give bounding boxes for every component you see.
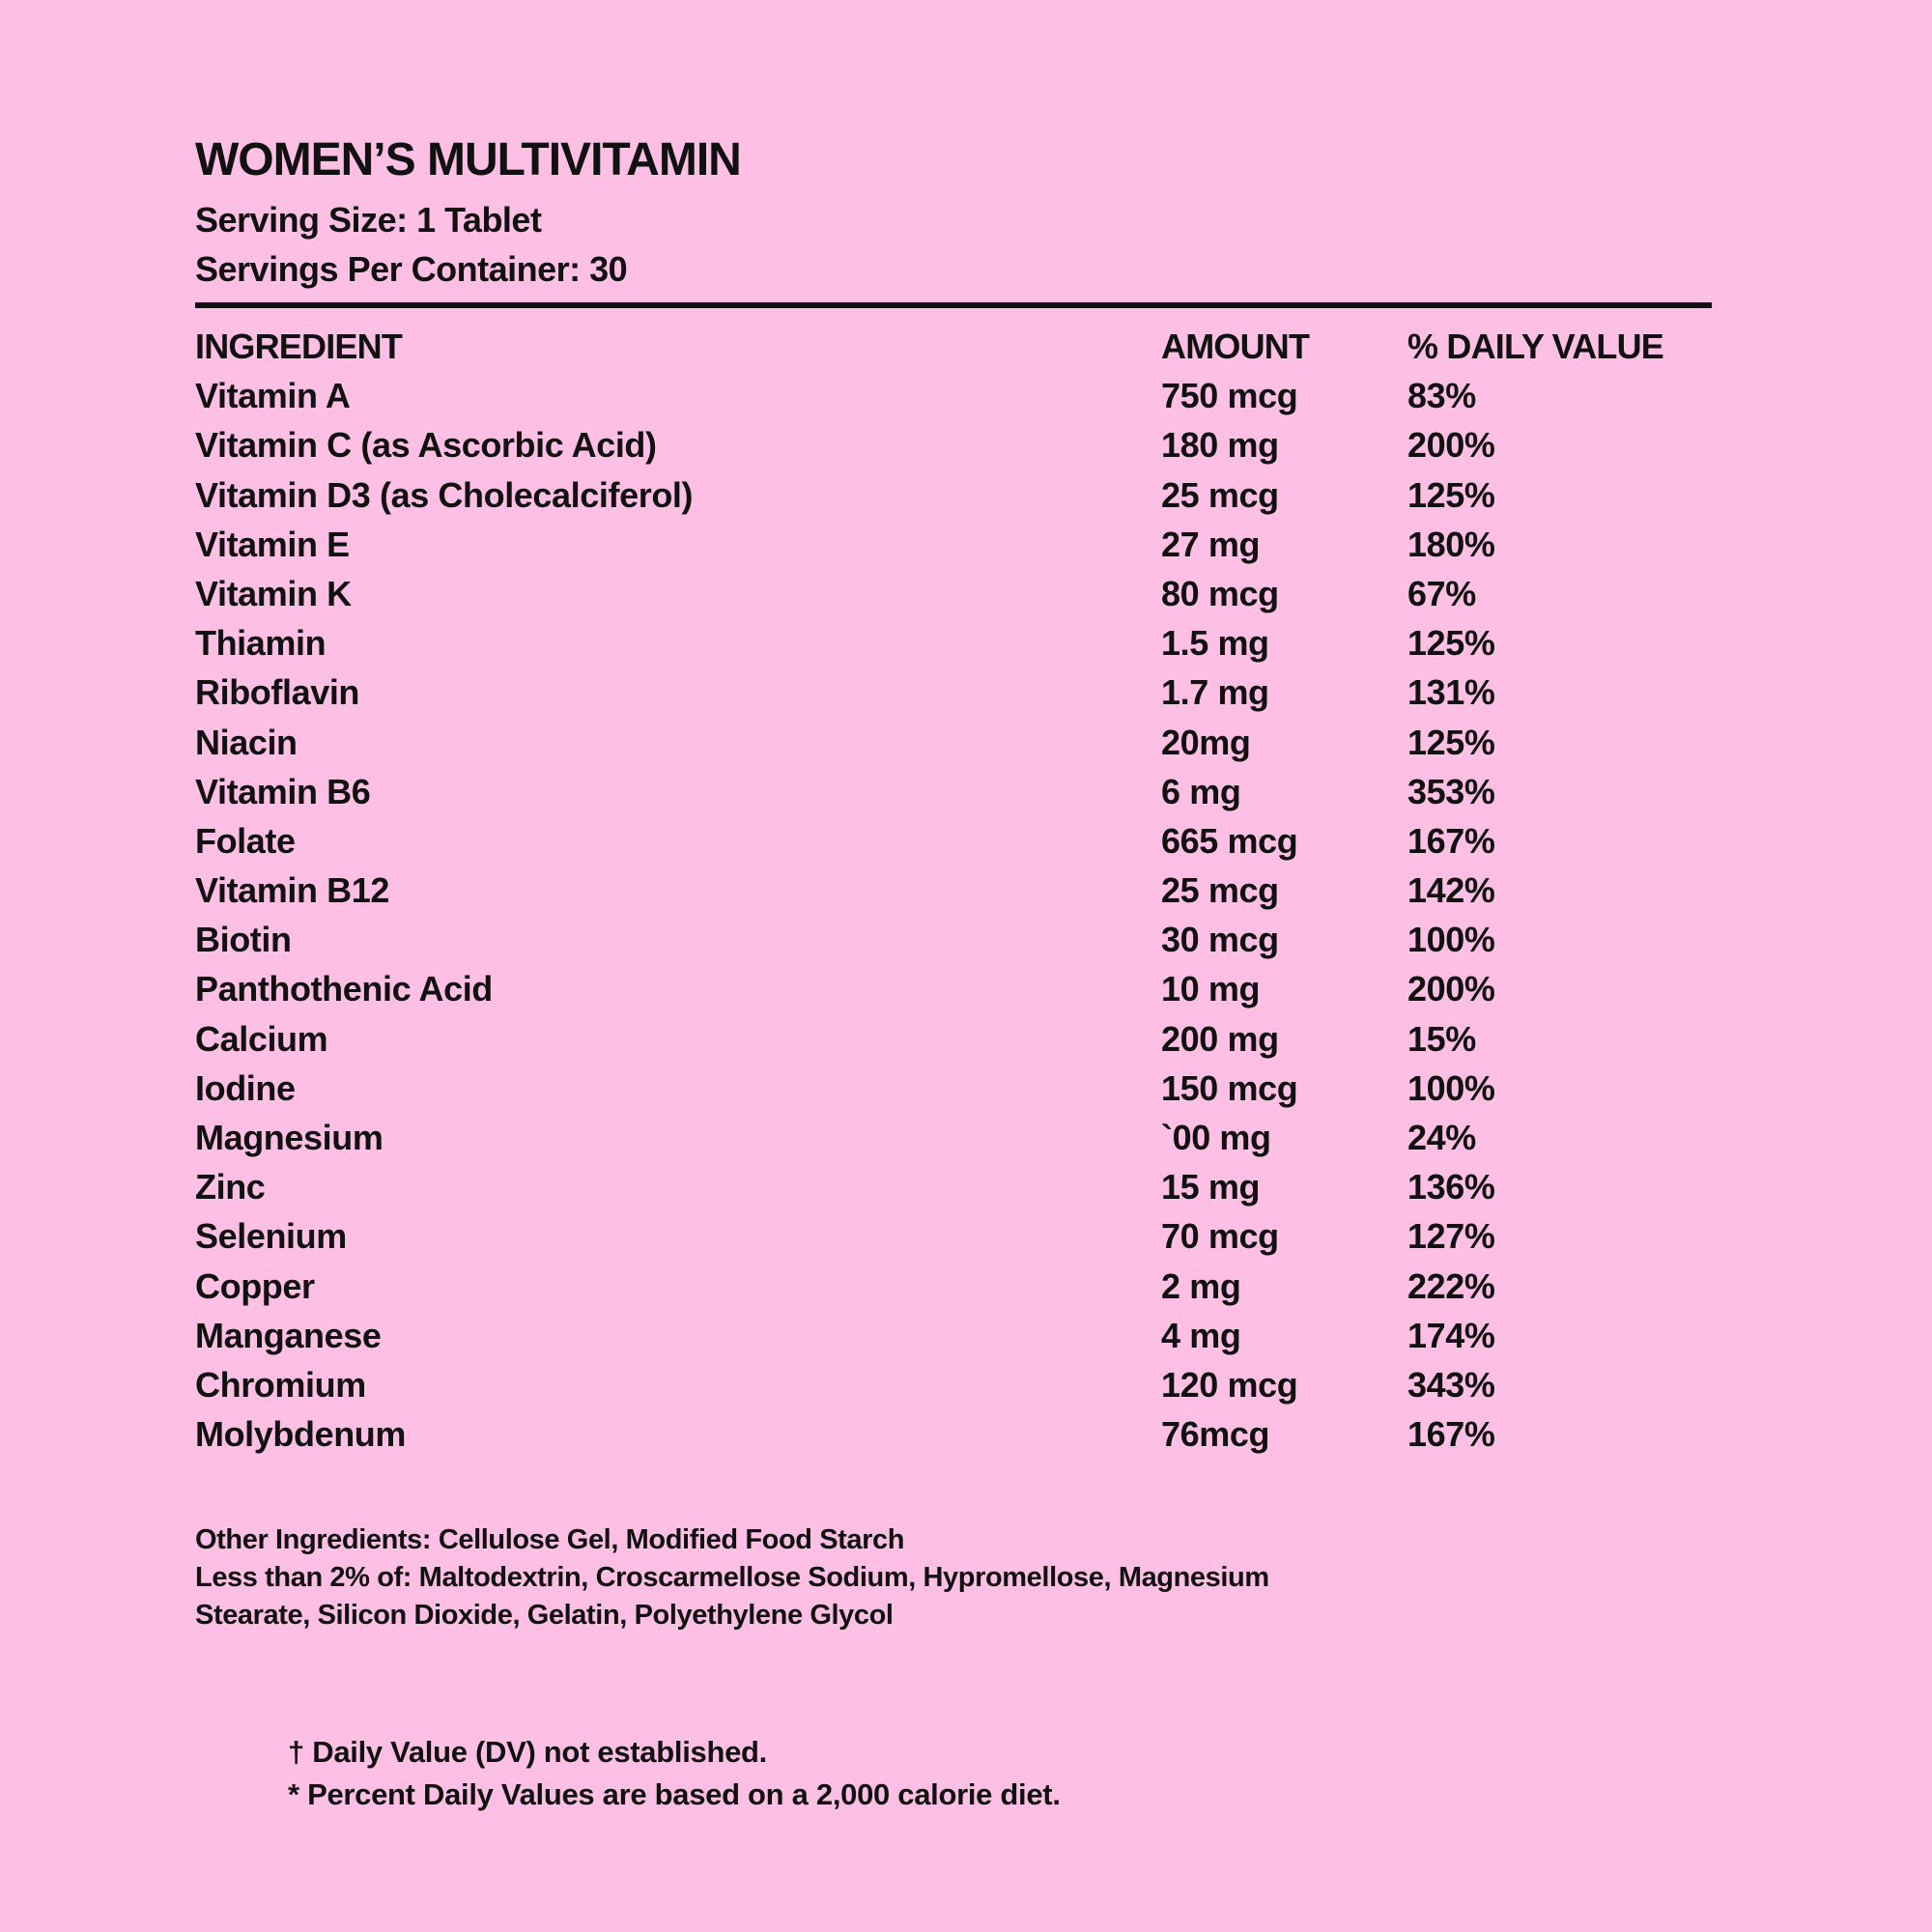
ingredient-name: Vitamin D3 (as Cholecalciferol) [195,474,694,515]
ingredient-name: Biotin [195,920,292,960]
ingredient-amount: 750 mcg [1161,376,1298,416]
table-row [195,819,1741,868]
ingredient-name: Riboflavin [195,672,360,713]
ingredient-daily-value: 67% [1407,573,1476,613]
ingredient-amount: 15 mg [1161,1167,1261,1208]
ingredient-daily-value: 180% [1407,524,1495,564]
ingredient-daily-value: 167% [1407,1414,1495,1455]
table-row [195,1165,1741,1214]
table-header-row [195,325,1741,374]
ingredient-name: Folate [195,820,296,861]
ingredient-daily-value: 200% [1407,969,1495,1009]
footnotes [288,1731,1061,1816]
ingredient-daily-value: 125% [1407,722,1495,762]
ingredient-name: Vitamin B6 [195,771,371,811]
ingredient-name: Niacin [195,722,298,762]
ingredient-name: Calcium [195,1018,328,1059]
ingredient-amount: 180 mg [1161,425,1279,466]
ingredient-amount: `00 mg [1161,1118,1271,1157]
ingredient-amount: 70 mcg [1161,1216,1279,1257]
table-row [195,918,1741,967]
footnote-dagger: † Daily Value (DV) not established. [288,1735,767,1769]
table-row [195,868,1741,918]
ingredient-amount: 200 mg [1161,1018,1279,1059]
other-ingredients-line: Other Ingredients: Cellulose Gel, Modified Food Starch [195,1524,905,1555]
ingredient-daily-value: 142% [1407,870,1495,911]
ingredient-daily-value: 125% [1407,623,1495,664]
table-row [195,1264,1741,1314]
servings-per-container: Servings Per Container: 30 [195,249,628,289]
other-ingredients [195,1521,1702,1634]
table-row [195,572,1741,621]
other-ingredients-line: Less than 2% of: Maltodextrin, Croscarmellose Sodium, Hypromellose, Magnesium [195,1562,1269,1593]
ingredient-daily-value: 100% [1407,1067,1495,1108]
ingredient-amount: 10 mg [1161,969,1261,1009]
ingredient-daily-value: 167% [1407,820,1495,861]
divider-rule [195,302,1712,308]
table-row [195,1017,1741,1066]
ingredient-amount: 6 mg [1161,771,1241,811]
ingredient-amount: 4 mg [1161,1315,1241,1355]
table-row [195,1314,1741,1363]
ingredient-daily-value: 174% [1407,1315,1495,1355]
column-header-ingredient: INGREDIENT [195,327,403,366]
table-row [195,1214,1741,1264]
ingredient-amount: 2 mg [1161,1265,1241,1306]
ingredient-name: Panthothenic Acid [195,969,493,1009]
footnote-asterisk: * Percent Daily Values are based on a 2,000 calorie diet. [288,1777,1061,1811]
ingredient-name: Copper [195,1265,315,1306]
ingredient-amount: 25 mcg [1161,474,1279,515]
ingredient-daily-value: 125% [1407,474,1495,515]
ingredient-amount: 150 mcg [1161,1067,1298,1108]
ingredient-name: Iodine [195,1067,296,1108]
table-row [195,523,1741,572]
table-row [195,374,1741,423]
ingredient-daily-value: 24% [1407,1118,1476,1157]
ingredient-amount: 1.5 mg [1161,623,1269,664]
ingredient-name: Thiamin [195,623,327,664]
ingredient-name: Chromium [195,1364,366,1405]
ingredient-amount: 76mcg [1161,1414,1270,1455]
ingredient-daily-value: 136% [1407,1167,1495,1208]
table-row [195,770,1741,819]
ingredient-amount: 30 mcg [1161,920,1279,960]
ingredient-daily-value: 15% [1407,1018,1476,1059]
column-header-daily-value: % DAILY VALUE [1407,327,1663,366]
column-header-amount: AMOUNT [1161,327,1310,366]
table-body [195,374,1741,1462]
ingredient-amount: 27 mg [1161,524,1261,564]
ingredient-name: Vitamin C (as Ascorbic Acid) [195,425,657,466]
ingredient-name: Vitamin A [195,376,351,416]
ingredient-daily-value: 100% [1407,920,1495,960]
ingredient-name: Vitamin B12 [195,870,390,911]
ingredient-name: Zinc [195,1167,266,1208]
ingredient-name: Selenium [195,1216,347,1257]
ingredient-amount: 665 mcg [1161,820,1298,861]
ingredient-daily-value: 200% [1407,425,1495,466]
ingredient-daily-value: 222% [1407,1265,1495,1306]
ingredient-amount: 20mg [1161,722,1251,762]
table-row [195,1066,1741,1116]
ingredient-daily-value: 131% [1407,672,1495,713]
product-title: WOMEN’S MULTIVITAMIN [195,134,741,185]
table-row [195,1412,1741,1462]
ingredient-name: Vitamin K [195,573,352,613]
table-row [195,670,1741,720]
table-row [195,967,1741,1016]
ingredient-daily-value: 343% [1407,1364,1495,1405]
ingredient-name: Molybdenum [195,1414,406,1455]
table-row [195,423,1741,472]
ingredient-amount: 120 mcg [1161,1364,1298,1405]
serving-size: Serving Size: 1 Tablet [195,200,542,240]
table-row [195,721,1741,770]
other-ingredients-line: Stearate, Silicon Dioxide, Gelatin, Polyethylene Glycol [195,1600,894,1631]
ingredient-amount: 1.7 mg [1161,672,1269,713]
table-row [195,473,1741,523]
supplement-facts-panel [195,0,1741,1932]
ingredient-daily-value: 127% [1407,1216,1495,1257]
ingredient-name: Vitamin E [195,524,350,564]
ingredient-amount: 80 mcg [1161,573,1279,613]
ingredients-table [195,325,1741,1462]
ingredient-name: Magnesium [195,1118,384,1157]
ingredient-amount: 25 mcg [1161,870,1279,911]
table-row [195,1116,1741,1165]
ingredient-name: Manganese [195,1315,382,1355]
table-row [195,1363,1741,1412]
ingredient-daily-value: 83% [1407,376,1476,416]
table-row [195,621,1741,670]
ingredient-daily-value: 353% [1407,771,1495,811]
